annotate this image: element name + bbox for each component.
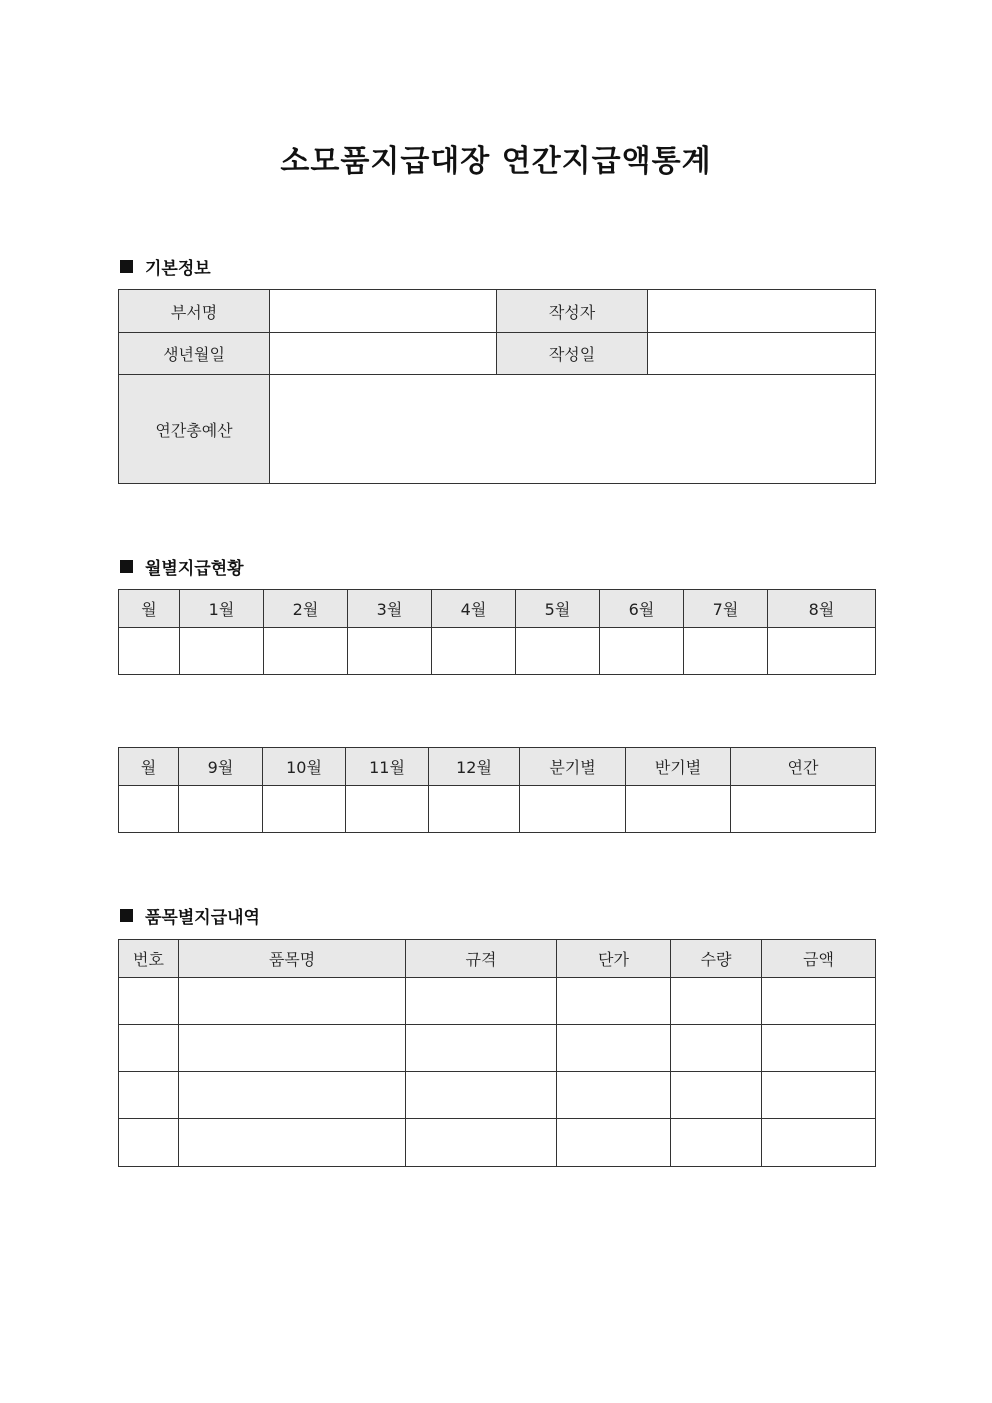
square-bullet-icon <box>120 909 133 922</box>
column-header: 1월 <box>180 590 264 628</box>
square-bullet-icon <box>120 560 133 573</box>
column-header: 8월 <box>768 590 876 628</box>
table-cell[interactable] <box>179 1072 406 1119</box>
column-header-amount: 금액 <box>762 940 876 978</box>
section-title-basic: 기본정보 <box>145 259 211 279</box>
table-row <box>119 628 876 675</box>
section-heading-monthly <box>120 554 244 579</box>
column-header-item-name: 품목명 <box>179 940 406 978</box>
column-header-spec: 규격 <box>406 940 557 978</box>
monthly-table-1-header <box>119 590 876 628</box>
basic-info-row-1 <box>119 290 876 333</box>
budget-field[interactable] <box>270 375 876 484</box>
table-cell[interactable] <box>429 786 520 833</box>
table-cell[interactable] <box>626 786 731 833</box>
table-cell[interactable] <box>768 628 876 675</box>
table-row <box>119 786 876 833</box>
table-cell[interactable] <box>346 786 429 833</box>
table-cell[interactable] <box>671 978 762 1025</box>
section-title-items: 품목별지급내역 <box>145 908 260 928</box>
table-cell[interactable] <box>671 1119 762 1167</box>
column-header: 5월 <box>516 590 600 628</box>
date-label: 작성일 <box>497 333 648 375</box>
column-header: 4월 <box>432 590 516 628</box>
table-cell[interactable] <box>119 1072 179 1119</box>
table-cell[interactable] <box>119 1119 179 1167</box>
column-header: 12월 <box>429 748 520 786</box>
date-field[interactable] <box>648 333 876 375</box>
column-header: 7월 <box>684 590 768 628</box>
table-cell[interactable] <box>406 978 557 1025</box>
column-header: 2월 <box>264 590 348 628</box>
table-cell[interactable] <box>179 978 406 1025</box>
column-header: 10월 <box>263 748 346 786</box>
table-cell[interactable] <box>406 1119 557 1167</box>
table-cell[interactable] <box>406 1072 557 1119</box>
table-cell[interactable] <box>179 1025 406 1072</box>
table-row <box>119 1025 876 1072</box>
table-cell[interactable] <box>684 628 768 675</box>
table-cell[interactable] <box>263 786 346 833</box>
basic-info-table <box>118 289 876 484</box>
square-bullet-icon <box>120 260 133 273</box>
budget-label: 연간총예산 <box>119 375 270 484</box>
monthly-table-2 <box>118 747 876 833</box>
column-header: 3월 <box>348 590 432 628</box>
basic-info-row-2 <box>119 333 876 375</box>
column-header: 반기별 <box>626 748 731 786</box>
section-title-monthly: 월별지급현황 <box>145 559 244 579</box>
dept-label: 부서명 <box>119 290 270 333</box>
table-cell[interactable] <box>406 1025 557 1072</box>
section-heading-items <box>120 903 260 928</box>
birth-field[interactable] <box>270 333 497 375</box>
table-cell[interactable] <box>119 786 179 833</box>
column-header-unit-price: 단가 <box>557 940 671 978</box>
dept-field[interactable] <box>270 290 497 333</box>
table-cell[interactable] <box>119 628 180 675</box>
column-header: 월 <box>119 590 180 628</box>
table-cell[interactable] <box>264 628 348 675</box>
table-cell[interactable] <box>180 628 264 675</box>
table-row <box>119 1119 876 1167</box>
table-row <box>119 978 876 1025</box>
items-table <box>118 939 876 1167</box>
table-cell[interactable] <box>516 628 600 675</box>
table-cell[interactable] <box>557 1072 671 1119</box>
basic-info-row-3 <box>119 375 876 484</box>
table-cell[interactable] <box>432 628 516 675</box>
column-header: 11월 <box>346 748 429 786</box>
table-cell[interactable] <box>762 978 876 1025</box>
table-cell[interactable] <box>119 978 179 1025</box>
column-header: 월 <box>119 748 179 786</box>
table-cell[interactable] <box>557 978 671 1025</box>
birth-label: 생년월일 <box>119 333 270 375</box>
table-row <box>119 1072 876 1119</box>
writer-label: 작성자 <box>497 290 648 333</box>
column-header-number: 번호 <box>119 940 179 978</box>
column-header: 6월 <box>600 590 684 628</box>
monthly-table-1 <box>118 589 876 675</box>
column-header: 9월 <box>179 748 263 786</box>
table-cell[interactable] <box>762 1072 876 1119</box>
table-cell[interactable] <box>600 628 684 675</box>
writer-field[interactable] <box>648 290 876 333</box>
table-cell[interactable] <box>520 786 626 833</box>
table-cell[interactable] <box>671 1025 762 1072</box>
items-table-header <box>119 940 876 978</box>
table-cell[interactable] <box>762 1119 876 1167</box>
table-cell[interactable] <box>671 1072 762 1119</box>
table-cell[interactable] <box>348 628 432 675</box>
column-header: 연간 <box>731 748 876 786</box>
monthly-table-2-header <box>119 748 876 786</box>
table-cell[interactable] <box>762 1025 876 1072</box>
table-cell[interactable] <box>557 1025 671 1072</box>
page-title: 소모품지급대장 연간지급액통계 <box>280 144 712 179</box>
column-header-quantity: 수량 <box>671 940 762 978</box>
table-cell[interactable] <box>179 786 263 833</box>
section-heading-basic <box>120 254 211 279</box>
column-header: 분기별 <box>520 748 626 786</box>
table-cell[interactable] <box>731 786 876 833</box>
table-cell[interactable] <box>557 1119 671 1167</box>
table-cell[interactable] <box>119 1025 179 1072</box>
table-cell[interactable] <box>179 1119 406 1167</box>
